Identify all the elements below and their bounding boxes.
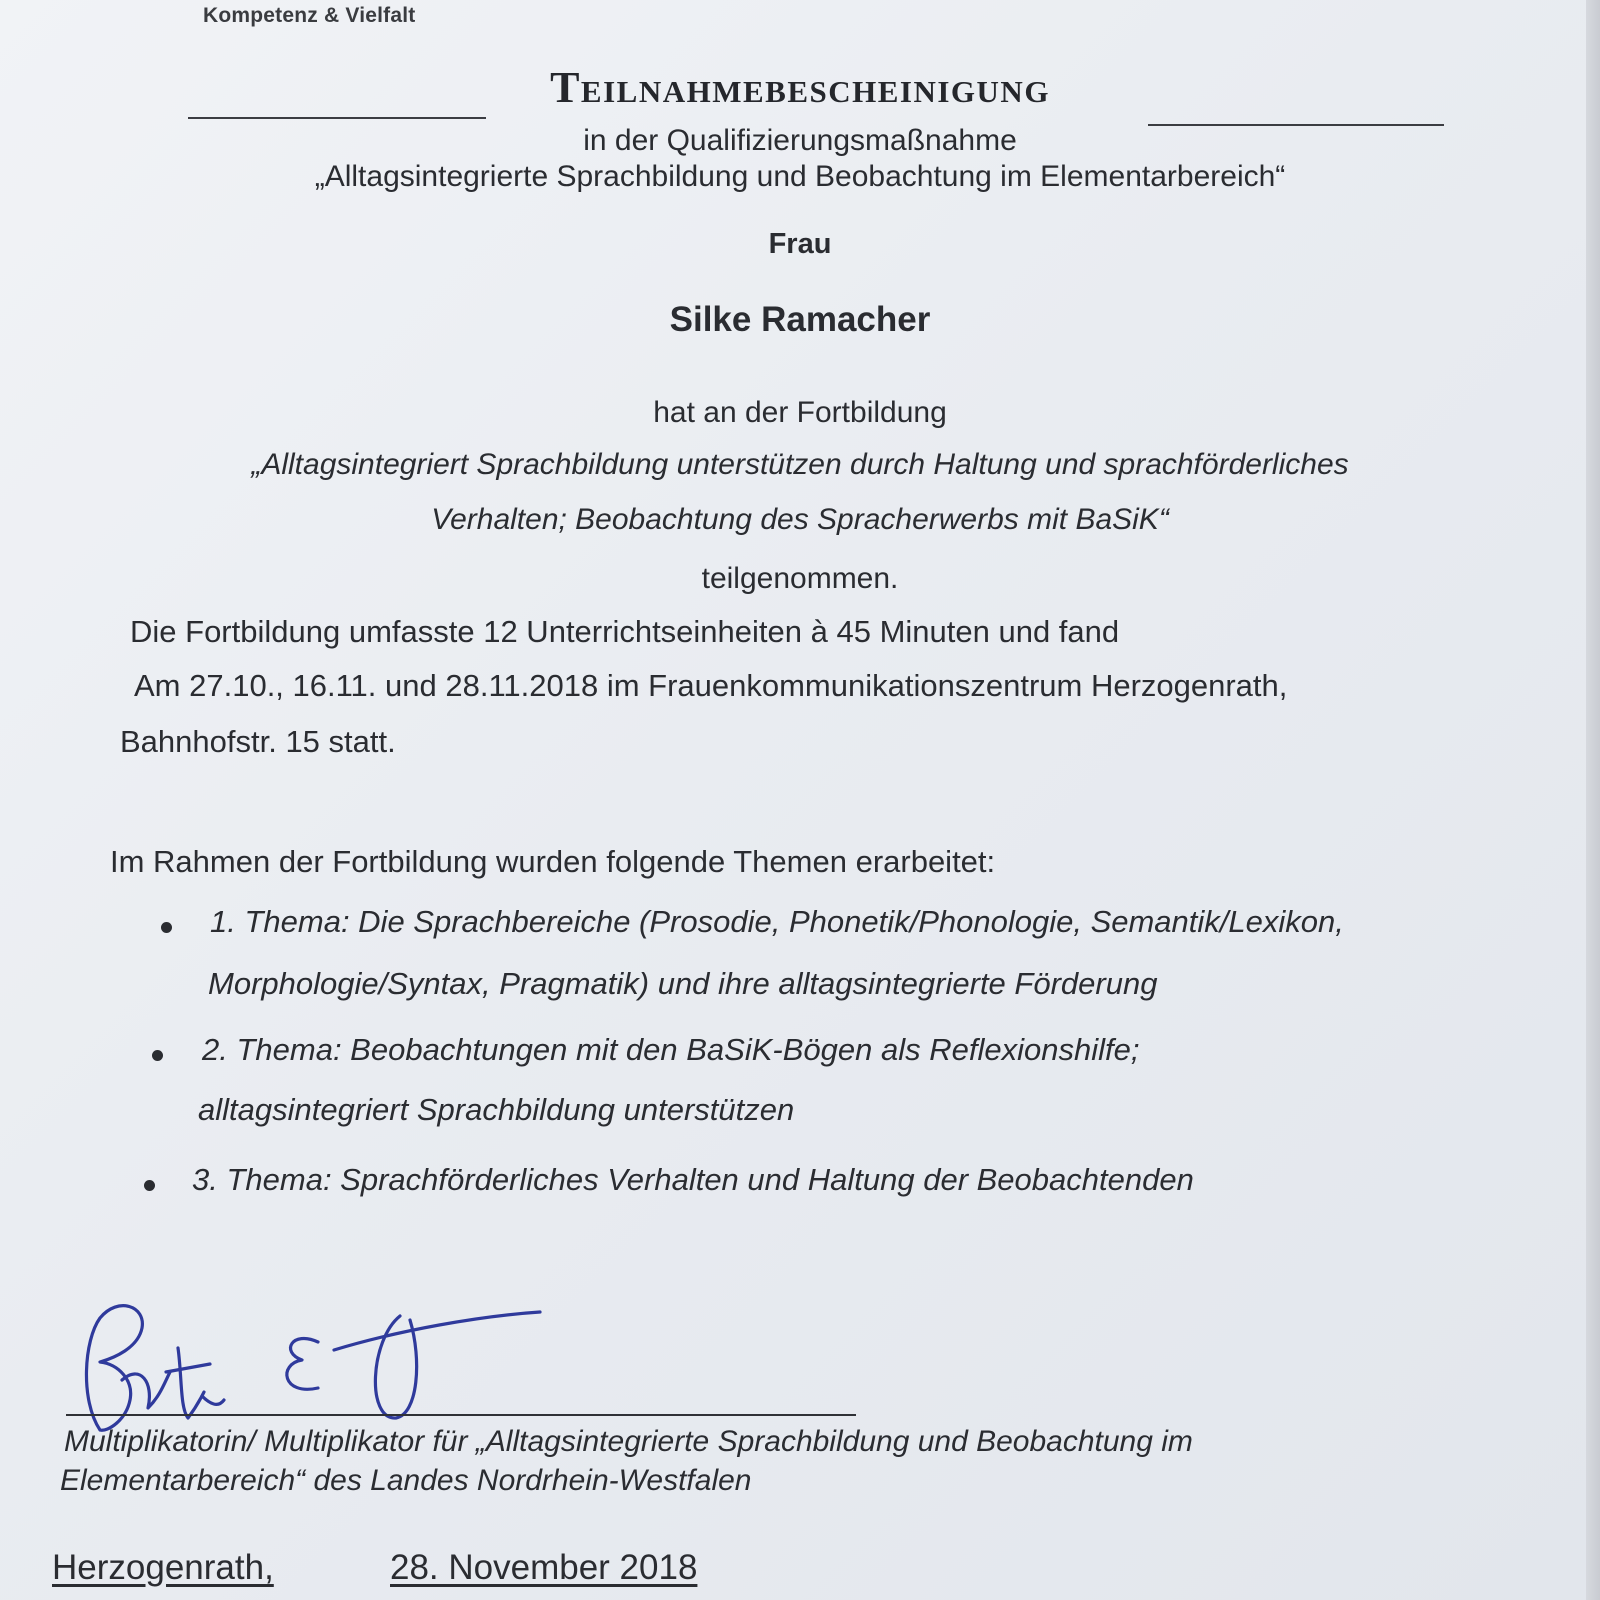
- bullet-icon: [144, 1180, 155, 1191]
- details-line-1: Die Fortbildung umfasste 12 Unterrichtseinheiten à 45 Minuten und fand: [130, 614, 1120, 649]
- title-rule-left: [188, 117, 486, 119]
- details-line-2: Am 27.10., 16.11. und 28.11.2018 im Frauenkommunikationszentrum Herzogenrath,: [134, 668, 1288, 703]
- details-line-3: Bahnhofstr. 15 statt.: [120, 724, 396, 759]
- topic-1-line-2: Morphologie/Syntax, Pragmatik) und ihre alltagsintegrierte Förderung: [208, 966, 1158, 1001]
- salutation: Frau: [768, 228, 832, 260]
- handwritten-signature: [70, 1300, 570, 1440]
- topic-1-line-1: 1. Thema: Die Sprachbereiche (Prosodie, Phonetik/Phonologie, Semantik/Lexikon,: [210, 904, 1344, 939]
- signature-line: [66, 1414, 856, 1416]
- topic-2-line-2: alltagsintegriert Sprachbildung unterstützen: [198, 1092, 795, 1127]
- course-title-line-1: „Alltagsintegriert Sprachbildung unterstützen durch Haltung und sprachförderliches: [251, 448, 1349, 481]
- bullet-icon: [152, 1050, 163, 1061]
- organization-logo: Kompetenz & Vielfalt: [203, 4, 416, 27]
- participated-text: teilgenommen.: [701, 562, 899, 595]
- subtitle-line-1: in der Qualifizierungsmaßnahme: [583, 124, 1017, 157]
- signature-date: 28. November 2018: [390, 1548, 698, 1587]
- topics-intro: Im Rahmen der Fortbildung wurden folgende Themen erarbeitet:: [110, 844, 996, 879]
- signatory-role-line-1: Multiplikatorin/ Multiplikator für „Alltagsintegrierte Sprachbildung und Beobachtung im: [64, 1425, 1193, 1458]
- signature-place: Herzogenrath,: [52, 1548, 274, 1587]
- course-title-line-2: Verhalten; Beobachtung des Spracherwerbs mit BaSiK“: [431, 503, 1169, 536]
- signatory-role-line-2: Elementarbereich“ des Landes Nordrhein-Westfalen: [60, 1464, 752, 1497]
- bullet-icon: [161, 922, 172, 933]
- document-title: Teilnahmebescheinigung: [550, 63, 1050, 112]
- subtitle-line-2: „Alltagsintegrierte Sprachbildung und Beobachtung im Elementarbereich“: [314, 160, 1286, 193]
- topic-2-line-1: 2. Thema: Beobachtungen mit den BaSiK-Bögen als Reflexionshilfe;: [202, 1032, 1140, 1067]
- participant-name: Silke Ramacher: [669, 300, 931, 339]
- topic-3-line-1: 3. Thema: Sprachförderliches Verhalten und Haltung der Beobachtenden: [192, 1162, 1194, 1197]
- intro-phrase: hat an der Fortbildung: [653, 396, 947, 429]
